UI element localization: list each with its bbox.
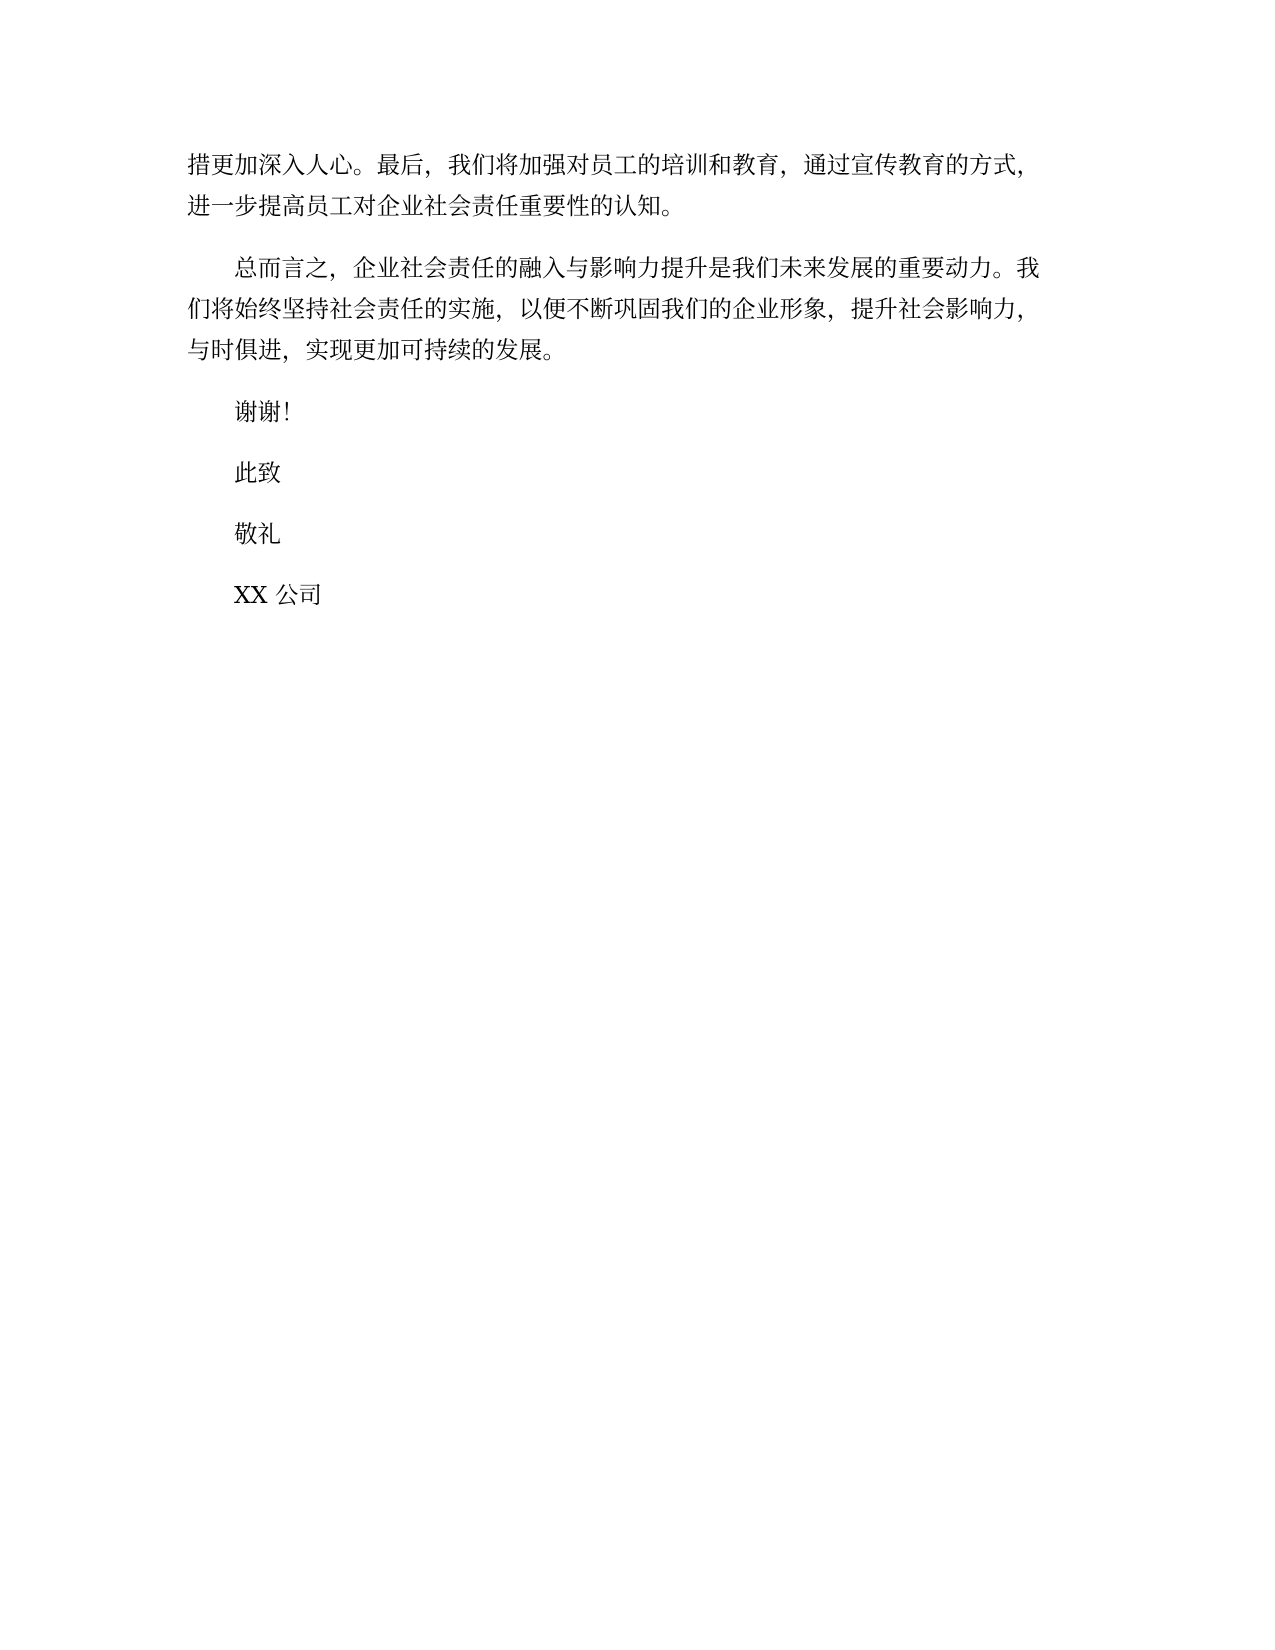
paragraph-line: 进一步提高员工对企业社会责任重要性的认知。 (187, 192, 685, 220)
paragraph-line: 总而言之，企业社会责任的融入与影响力提升是我们未来发展的重要动力。我 (234, 254, 1040, 282)
paragraph-line: 与时俱进，实现更加可持续的发展。 (187, 336, 567, 364)
document-body (187, 145, 1087, 636)
signature: XX 公司 (234, 581, 322, 609)
thanks-line: 谢谢！ (234, 398, 305, 426)
paragraph-continuation (187, 145, 1087, 227)
closing-respect: 敬礼 (234, 520, 281, 548)
paragraph-conclusion (187, 248, 1087, 371)
closing-salutation: 此致 (234, 459, 281, 487)
paragraph-line: 措更加深入人心。最后，我们将加强对员工的培训和教育，通过宣传教育的方式， (187, 151, 1041, 179)
paragraph-line: 们将始终坚持社会责任的实施，以便不断巩固我们的企业形象，提升社会影响力， (187, 295, 1041, 323)
